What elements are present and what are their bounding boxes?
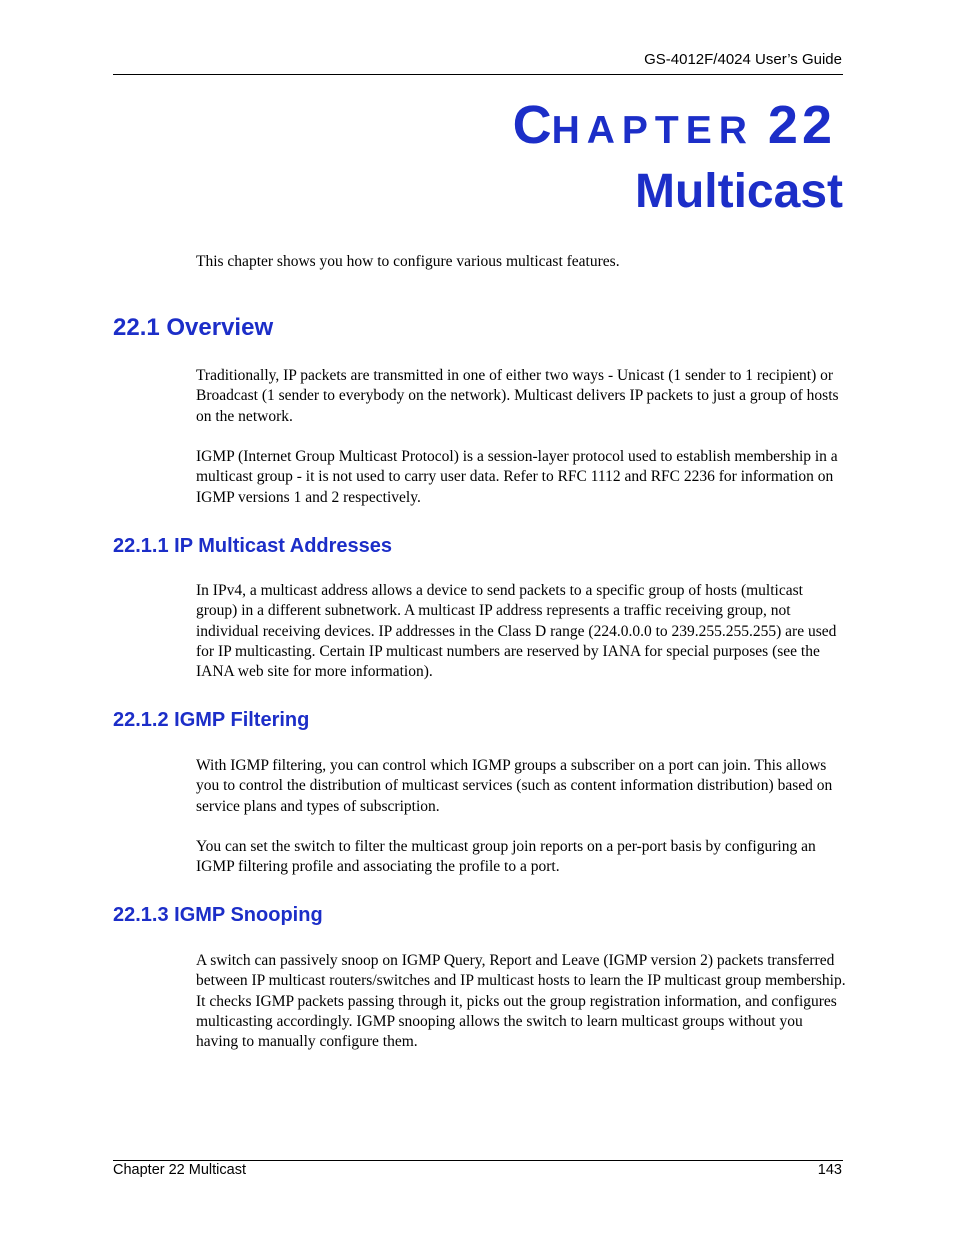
header-rule (113, 74, 843, 75)
overview-paragraph-2: IGMP (Internet Group Multicast Protocol) is a session-layer protocol used to establish membership in a multicast group - it is not used to carry user data. Refer to RFC 1112 and RFC 2236 for information on IGMP versions 1 and 2 respectively. (196, 448, 838, 506)
footer-chapter-ref: Chapter 22 Multicast (113, 1162, 246, 1178)
section-heading-ip-multicast: 22.1.1 IP Multicast Addresses (113, 535, 393, 557)
igmp-snooping-paragraph: A switch can passively snoop on IGMP Query, Report and Leave (IGMP version 2) packets transferred between IP multicast routers/switches and IP multicast hosts to learn the IP multicast group membership. It checks IGMP packets passing through it, picks out the group registration information, and configures multicasting accordingly. IGMP snooping allows the switch to learn multicast groups without you having to manually configure them. (196, 952, 846, 1051)
chapter-title: Multicast (634, 165, 843, 218)
igmp-filtering-paragraph-2: You can set the switch to filter the multicast group join reports on a per-port basis by configuring an IGMP filtering profile and associating the profile to a port. (196, 838, 816, 876)
overview-paragraph-1: Traditionally, IP packets are transmitted in one of either two ways - Unicast (1 sender to 1 recipient) or Broadcast (1 sender to everybody on the network). Multicast delivers IP packets to just a group of hosts on the network. (196, 367, 839, 425)
ip-multicast-paragraph: In IPv4, a multicast address allows a device to send packets to a specific group of hosts (multicast group) in a different subnetwork. A multicast IP address represents a traffic receiving group, not individual receiving devices. IP addresses in the Class D range (224.0.0.0 to 239.255.255.255) are used for IP multicasting. Certain IP multicast numbers are reserved by IANA for special purposes (see the IANA web site for more information). (196, 582, 837, 681)
section-heading-igmp-filtering: 22.1.2 IGMP Filtering (113, 709, 310, 731)
chapter-intro: This chapter shows you how to configure various multicast features. (196, 253, 620, 270)
section-heading-igmp-snooping: 22.1.3 IGMP Snooping (113, 904, 323, 926)
footer-page-number: 143 (817, 1162, 842, 1178)
guide-title: GS-4012F/4024 User’s Guide (644, 51, 842, 68)
chapter-label (512, 95, 836, 155)
section-heading-overview: 22.1 Overview (113, 314, 274, 341)
footer-rule (113, 1160, 843, 1161)
chapter-number: 22 (767, 95, 836, 155)
chapter-label-rest: HAPTER (551, 109, 754, 152)
chapter-label-initial: C (512, 95, 552, 155)
igmp-filtering-paragraph-1: With IGMP filtering, you can control which IGMP groups a subscriber on a port can join. This allows you to control the distribution of multicast services (such as content information distribution) based on service plans and types of subscription. (196, 757, 833, 815)
